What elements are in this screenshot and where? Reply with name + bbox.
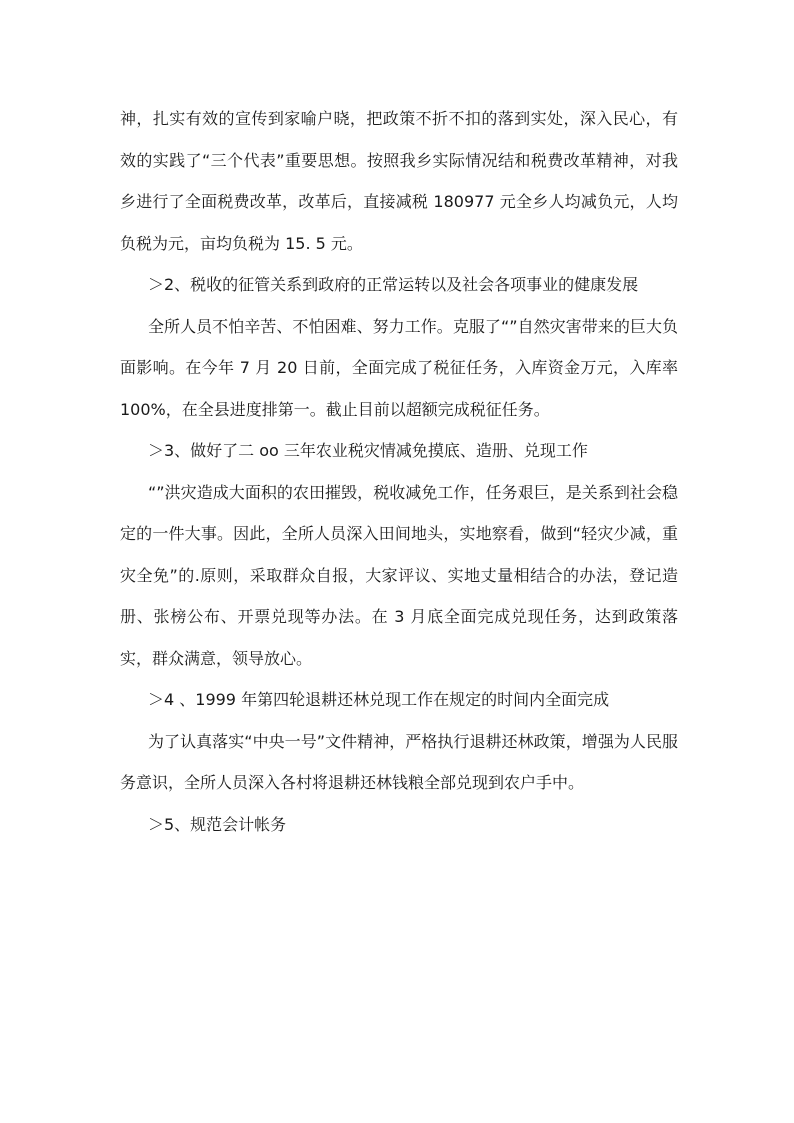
paragraph-tax-reform-summary: 神，扎实有效的宣传到家喻户晓，把政策不折不扣的落到实处，深入民心，有效的实践了“三个代表”重要思想。按照我乡实际情况结和税费改革精神，对我乡进行了全面税费改革，改革后，直接减税 180977 元全乡人均减负元，人均负税为元，亩均负税为 15. 5 元。 bbox=[120, 109, 678, 253]
section-heading-5: ＞5、规范会计帐务 bbox=[148, 814, 287, 834]
section-heading-2: ＞2、税收的征管关系到政府的正常运转以及社会各项事业的健康发展 bbox=[148, 275, 639, 294]
paragraph-disaster-relief: “”洪灾造成大面积的农田摧毁，税收减免工作，任务艰巨，是关系到社会稳定的一件大事。因此，全所人员深入田间地头，实地察看，做到“轻灾少减，重灾全免”的.原则，采取群众自报，大家评议、实地丈量相结合的办法，登记造册、张榜公布、开票兑现等办法。在 3 月底全面完成兑现任务，达到政策落实，群众满意，领导放心。 bbox=[120, 482, 678, 668]
paragraph-reforestation: 为了认真落实“中央一号”文件精神，严格执行退耕还林政策，增强为人民服务意识，全所人员深入各村将退耕还林钱粮全部兑现到农户手中。 bbox=[120, 731, 678, 792]
section-heading-3: ＞3、做好了二 oo 三年农业税灾情减免摸底、造册、兑现工作 bbox=[148, 441, 588, 460]
document-body bbox=[120, 98, 678, 845]
paragraph-tax-collection: 全所人员不怕辛苦、不怕困难、努力工作。克服了“”自然灾害带来的巨大负面影响。在今年 7 月 20 日前，全面完成了税征任务，入库资金万元，入库率 100%，在全县进度排第一。截止目前以超额完成税征任务。 bbox=[120, 316, 678, 419]
section-heading-4: ＞4 、1999 年第四轮退耕还林兑现工作在规定的时间内全面完成 bbox=[148, 690, 610, 709]
